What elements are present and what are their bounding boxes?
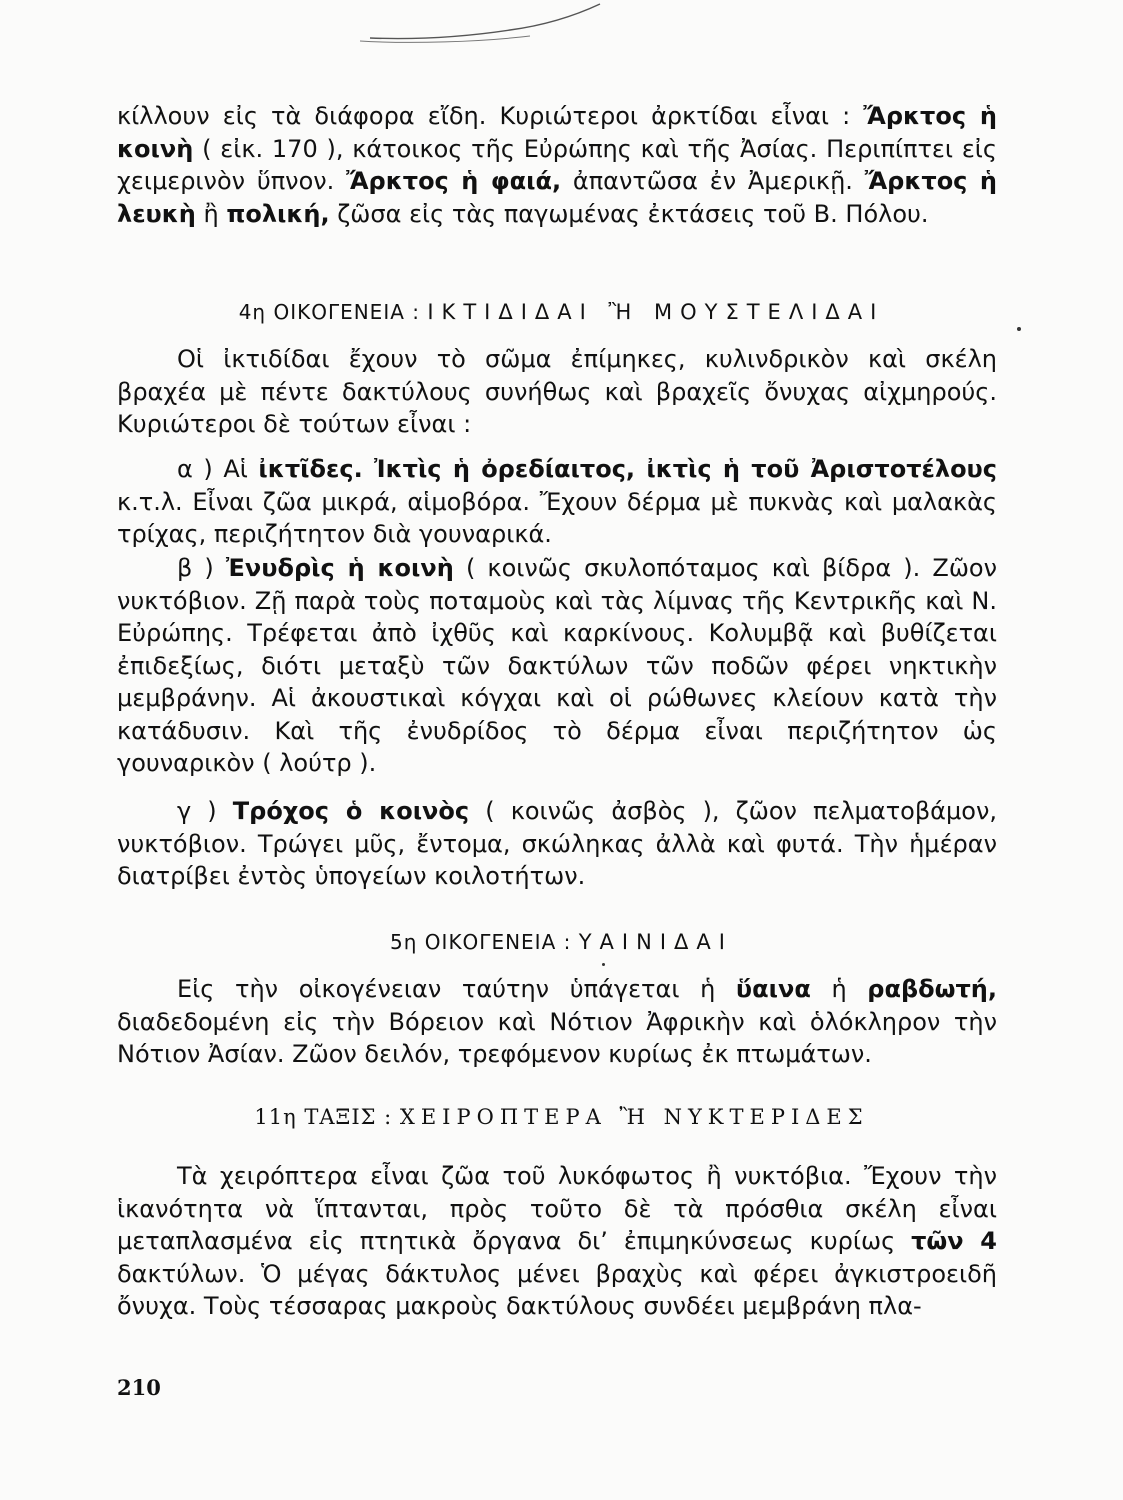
bold-term: Ἄρκτος ἡ κοινὴ bbox=[117, 102, 998, 163]
heading-prefix: 5η ΟΙΚΟΓΕΝΕΙΑ : bbox=[390, 930, 572, 954]
text-run: κίλλουν εἰς τὰ διάφορα εἴδη. Κυριώτεροι ἀρκτίδαι εἶναι : bbox=[117, 102, 864, 130]
paragraph-bats bbox=[117, 1160, 997, 1323]
pen-scribble bbox=[360, 0, 620, 45]
text-run: διαδεδομένη εἰς τὴν Βόρειον καὶ Νότιον Ἀφρικὴν καὶ ὁλόκληρον τὴν Νότιον Ἀσίαν. Ζῶον δειλόν, τρεφόμενον κυρίως ἐκ πτωμάτων. bbox=[117, 1007, 997, 1068]
paragraph-weasels bbox=[117, 453, 997, 551]
text-run: β ) bbox=[177, 554, 226, 582]
bold-term: Ἐνυδρὶς ἡ κοινὴ bbox=[225, 554, 454, 582]
bold-term: ραβδωτή, bbox=[867, 975, 998, 1003]
text-run: ἀπαντῶσα ἐν Ἀμερικῇ. bbox=[561, 167, 865, 195]
section-heading-order-11 bbox=[0, 1105, 1123, 1129]
paragraph-hyenas bbox=[117, 973, 997, 1071]
heading-title: ΥΑΙΝΙΔΑΙ bbox=[578, 930, 733, 954]
text-run: ( κοινῶς ἀσβὸς ), ζῶον πελματοβάμον, νυκτόβιον. Τρώγει μῦς, ἔντομα, σκώληκας ἀλλὰ καὶ φυτά. Τὴν ἡμέραν διατρίβει ἐντὸς ὑπογείων κοιλοτήτων. bbox=[117, 797, 997, 890]
text-run: α ) Αἱ bbox=[177, 455, 259, 483]
text-run: ( κοινῶς σκυλοπόταμος καὶ βίδρα ). Ζῶον νυκτόβιον. Ζῇ παρὰ τοὺς ποταμοὺς καὶ τὰς λίμνας τῆς Κεντρικῆς καὶ Ν. Εὐρώπης. Τρέφεται ἀπὸ ἰχθῦς καὶ καρκίνους. Κολυμβᾷ καὶ βυθίζεται ἐπιδεξίως, διότι μεταξὺ τῶν δακτύλων τῶν ποδῶν φέρει νηκτικὴν μεμβράνην. Αἱ ἀκουστικαὶ κόγχαι καὶ οἱ ρώθωνες κλείουν κατὰ τὴν κατάδυσιν. Καὶ τῆς ἐνυδρίδος τὸ δέρμα εἶναι περιζήτητον ὡς γουναρικὸν ( λούτρ ). bbox=[117, 554, 998, 777]
bold-term: Ἄρκτος ἡ φαιά, bbox=[346, 167, 562, 195]
paragraph-bears bbox=[117, 100, 997, 230]
bold-term: τῶν 4 bbox=[911, 1227, 998, 1255]
heading-title: ΙΚΤΙΔΙΔΑΙ Ἢ ΜΟΥΣΤΕΛΙΔΑΙ bbox=[427, 300, 885, 324]
bold-term: Ἄρκτος ἡ λευκὴ bbox=[117, 167, 998, 228]
text-run: Οἱ ἰκτιδίδαι ἔχουν τὸ σῶμα ἐπίμηκες, κυλινδρικὸν καὶ σκέλη βραχέα μὲ πέντε δακτύλους συνήθως καὶ βραχεῖς ὄνυχας αἰχμηρούς. Κυριώτεροι δὲ τούτων εἶναι : bbox=[117, 345, 997, 438]
ink-speck bbox=[602, 963, 605, 966]
text-run: Τὰ χειρόπτερα εἶναι ζῶα τοῦ λυκόφωτος ἢ νυκτόβια. Ἔχουν τὴν ἱκανότητα νὰ ἵπτανται, πρὸς τοῦτο δὲ τὰ πρόσθια σκέλη εἶναι μεταπλασμένα εἰς πτητικὰ ὄργανα δι’ ἐπιμηκύνσεως κυρίως bbox=[117, 1162, 997, 1255]
section-heading-family-5 bbox=[0, 930, 1123, 954]
paragraph-badger bbox=[117, 795, 997, 893]
heading-prefix: 11η ΤΑΞΙΣ : bbox=[254, 1105, 393, 1129]
text-run: ἡ bbox=[810, 975, 868, 1003]
bold-term: πολική, bbox=[226, 199, 330, 228]
text-run: δακτύλων. Ὁ μέγας δάκτυλος μένει βραχὺς καὶ φέρει ἀγκιστροειδῆ ὄνυχα. Τοὺς τέσσαρας μακροὺς δακτύλους συνδέει μεμβράνη πλα- bbox=[117, 1259, 997, 1320]
heading-title: ΧΕΙΡΟΠΤΕΡΑ Ἢ ΝΥΚΤΕΡΙΔΕΣ bbox=[399, 1105, 869, 1129]
text-run: ἢ bbox=[195, 199, 227, 228]
paragraph-mustelids-intro bbox=[117, 343, 997, 441]
section-heading-family-4 bbox=[0, 300, 1123, 324]
bold-term: ἰκτῖδες. Ἰκτὶς ἡ ὀρεδίαιτος, ἰκτὶς ἡ τοῦ Ἀριστοτέλους bbox=[258, 455, 997, 483]
paragraph-otter bbox=[117, 552, 997, 780]
bold-term: ὕαινα bbox=[735, 975, 811, 1003]
text-run: ζῶσα εἰς τὰς παγωμένας ἐκτάσεις τοῦ Β. Πόλου. bbox=[329, 199, 929, 228]
text-run: γ ) bbox=[177, 797, 233, 825]
heading-prefix: 4η ΟΙΚΟΓΕΝΕΙΑ : bbox=[238, 300, 420, 324]
bold-term: Τρόχος ὁ κοινὸς bbox=[232, 797, 470, 825]
text-run: Εἰς τὴν οἰκογένειαν ταύτην ὑπάγεται ἡ bbox=[177, 975, 736, 1003]
text-run: κ.τ.λ. Εἶναι ζῶα μικρά, αἱμοβόρα. Ἔχουν δέρμα μὲ πυκνὰς καὶ μαλακὰς τρίχας, περιζήτητον διὰ γουναρικά. bbox=[117, 487, 997, 548]
ink-speck bbox=[1017, 327, 1021, 331]
page-number: 210 bbox=[117, 1375, 161, 1400]
text-run: ( εἰκ. 170 ), κάτοικος τῆς Εὐρώπης καὶ τῆς Ἀσίας. Περιπίπτει εἰς χειμερινὸν ὕπνον. bbox=[117, 134, 997, 195]
